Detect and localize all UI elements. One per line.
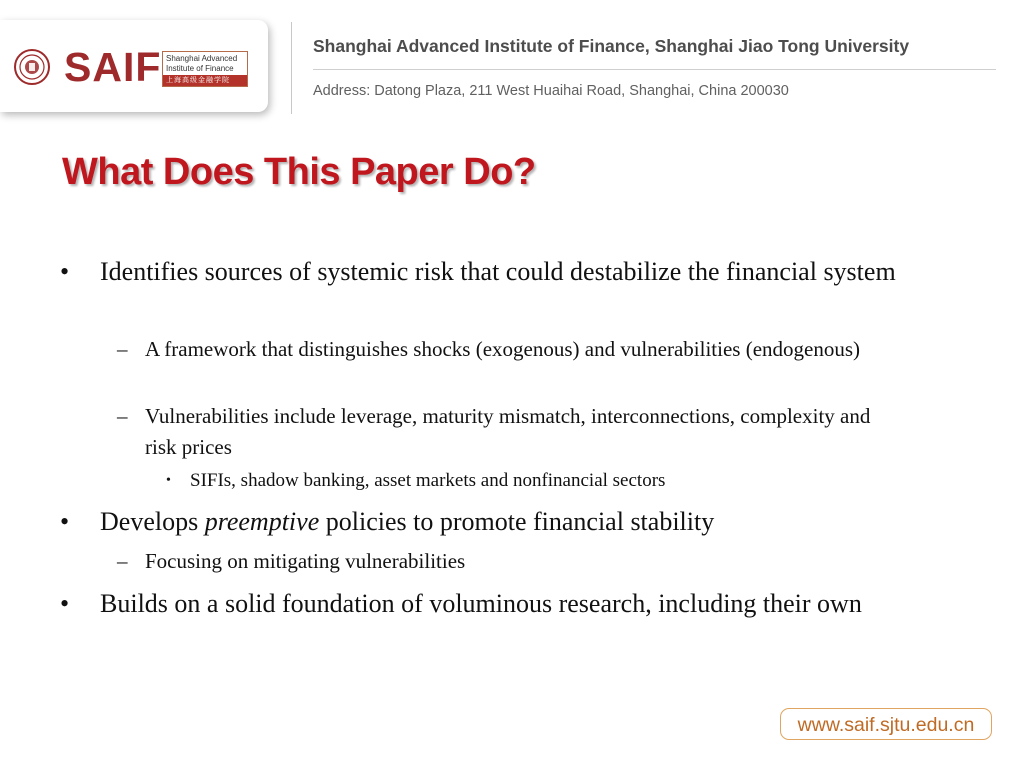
bullet-level1 <box>60 586 980 622</box>
saif-logo-text: SAIF <box>64 44 162 90</box>
bullet-level2 <box>117 334 905 365</box>
slide-title: What Does This Paper Do? <box>62 151 536 193</box>
bullet-level2 <box>117 401 905 463</box>
header-divider-vertical <box>291 22 292 114</box>
logo-subtitle-english: Shanghai Advanced Institute of Finance <box>166 54 238 73</box>
header-divider-horizontal <box>313 69 996 70</box>
bullet-level1 <box>60 254 980 290</box>
bullet-text: Vulnerabilities include leverage, maturity mismatch, interconnections, complexity and risk prices <box>145 404 871 459</box>
bullet-text: Focusing on mitigating vulnerabilities <box>145 549 466 573</box>
logo-subtitle-chinese: 上海高级金融学院 <box>163 75 247 86</box>
bullet-dot-icon: • <box>166 473 171 488</box>
bullet-text-tail: policies to promote financial stability <box>319 507 715 536</box>
bullet-dot-icon: • <box>60 589 70 618</box>
bullet-dash-icon: – <box>117 404 128 428</box>
bullet-level1 <box>60 504 980 540</box>
saif-logo-subtitle <box>162 51 248 87</box>
bullet-level3 <box>166 468 890 494</box>
logo-panel <box>0 20 268 112</box>
bullet-text: Identifies sources of systemic risk that could destabilize the financial system <box>100 257 896 286</box>
bullet-text-lead: Develops <box>100 507 205 536</box>
bullet-dash-icon: – <box>117 337 128 361</box>
bullet-level2 <box>117 546 905 577</box>
bullet-dash-icon: – <box>117 549 128 573</box>
bullet-text-emphasis: preemptive <box>204 507 320 536</box>
institution-address: Address: Datong Plaza, 211 West Huaihai Road, Shanghai, China 200030 <box>313 83 789 99</box>
bullet-dot-icon: • <box>60 257 70 286</box>
bullet-text: A framework that distinguishes shocks (exogenous) and vulnerabilities (endogenous) <box>145 337 861 361</box>
bullet-text: SIFIs, shadow banking, asset markets and nonfinancial sectors <box>190 470 666 491</box>
university-seal-icon <box>14 49 50 85</box>
bullet-text: Builds on a solid foundation of voluminous research, including their own <box>100 589 862 618</box>
bullet-dot-icon: • <box>60 507 70 536</box>
institution-title: Shanghai Advanced Institute of Finance, Shanghai Jiao Tong University <box>313 36 910 56</box>
website-url[interactable]: www.saif.sjtu.edu.cn <box>780 708 992 740</box>
